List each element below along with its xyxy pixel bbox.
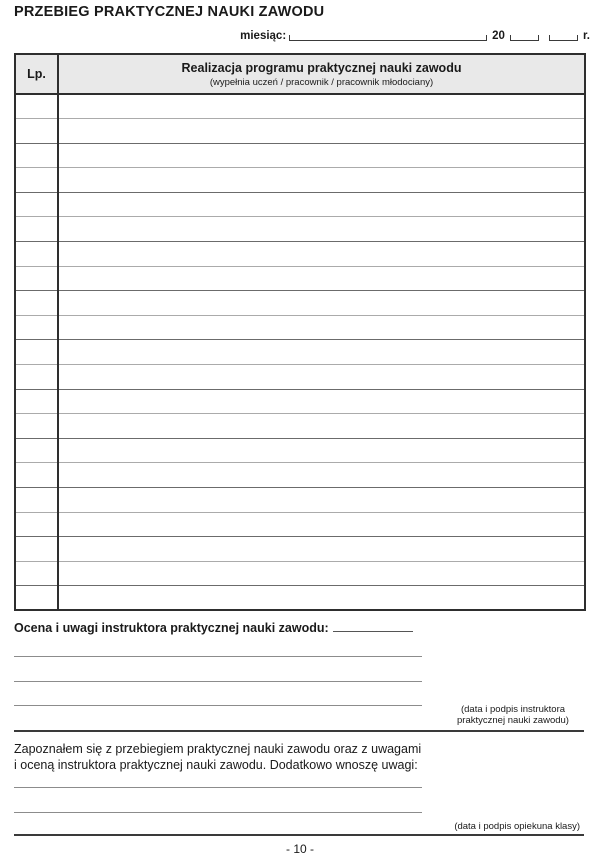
practical-training-table bbox=[14, 53, 586, 611]
table-row bbox=[15, 561, 585, 586]
year-suffix: r. bbox=[582, 30, 590, 42]
row-number-cell[interactable] bbox=[15, 217, 58, 242]
guardian-signature-caption: (data i podpis opiekuna klasy) bbox=[454, 821, 580, 832]
instructor-grade-field[interactable] bbox=[333, 631, 413, 632]
row-entry-cell[interactable] bbox=[58, 463, 585, 488]
row-number-cell[interactable] bbox=[15, 537, 58, 562]
row-number-cell[interactable] bbox=[15, 119, 58, 144]
row-entry-cell[interactable] bbox=[58, 291, 585, 316]
table-body bbox=[15, 94, 585, 610]
row-entry-cell[interactable] bbox=[58, 143, 585, 168]
table-row bbox=[15, 488, 585, 513]
table-row bbox=[15, 438, 585, 463]
year-digit-field-1[interactable] bbox=[510, 35, 539, 41]
row-number-cell[interactable] bbox=[15, 463, 58, 488]
instructor-signature-caption-line2: praktycznej nauki zawodu) bbox=[457, 715, 569, 726]
table-row bbox=[15, 143, 585, 168]
guardian-statement-line2: i oceną instruktora praktycznej nauki zawodu. Dodatkowo wnoszę uwagi: bbox=[14, 758, 418, 772]
row-entry-cell[interactable] bbox=[58, 537, 585, 562]
table-row bbox=[15, 463, 585, 488]
row-number-cell[interactable] bbox=[15, 94, 58, 119]
row-entry-cell[interactable] bbox=[58, 340, 585, 365]
table-row bbox=[15, 365, 585, 390]
row-entry-cell[interactable] bbox=[58, 266, 585, 291]
page-title: PRZEBIEG PRAKTYCZNEJ NAUKI ZAWODU bbox=[14, 4, 325, 20]
instructor-evaluation-label bbox=[14, 621, 413, 635]
table-row bbox=[15, 340, 585, 365]
instructor-signature-caption bbox=[438, 704, 588, 726]
row-number-cell[interactable] bbox=[15, 291, 58, 316]
row-entry-cell[interactable] bbox=[58, 119, 585, 144]
row-number-cell[interactable] bbox=[15, 488, 58, 513]
table-row bbox=[15, 94, 585, 119]
row-entry-cell[interactable] bbox=[58, 512, 585, 537]
instructor-writing-line[interactable] bbox=[14, 656, 422, 657]
table-row bbox=[15, 537, 585, 562]
row-entry-cell[interactable] bbox=[58, 389, 585, 414]
row-entry-cell[interactable] bbox=[58, 168, 585, 193]
guardian-statement bbox=[14, 741, 514, 773]
instructor-writing-line[interactable] bbox=[14, 705, 422, 706]
table-row bbox=[15, 512, 585, 537]
table-row bbox=[15, 217, 585, 242]
row-number-cell[interactable] bbox=[15, 192, 58, 217]
row-number-cell[interactable] bbox=[15, 389, 58, 414]
table-row bbox=[15, 315, 585, 340]
row-entry-cell[interactable] bbox=[58, 94, 585, 119]
guardian-statement-line1: Zapoznałem się z przebiegiem praktycznej nauki zawodu oraz z uwagami bbox=[14, 742, 422, 756]
row-entry-cell[interactable] bbox=[58, 488, 585, 513]
row-entry-cell[interactable] bbox=[58, 561, 585, 586]
table-row bbox=[15, 192, 585, 217]
column-header-main bbox=[58, 54, 585, 94]
row-number-cell[interactable] bbox=[15, 586, 58, 611]
instructor-signature-caption-line1: (data i podpis instruktora bbox=[460, 704, 566, 715]
row-number-cell[interactable] bbox=[15, 340, 58, 365]
row-number-cell[interactable] bbox=[15, 561, 58, 586]
month-row bbox=[0, 26, 590, 42]
guardian-writing-line[interactable] bbox=[14, 787, 422, 788]
table-header bbox=[15, 54, 585, 94]
row-number-cell[interactable] bbox=[15, 365, 58, 390]
column-header-main-subtitle: (wypełnia uczeń / pracownik / pracownik młodociany) bbox=[209, 76, 434, 88]
row-entry-cell[interactable] bbox=[58, 315, 585, 340]
guardian-writing-line[interactable] bbox=[14, 812, 422, 813]
year-prefix: 20 bbox=[492, 30, 505, 42]
row-number-cell[interactable] bbox=[15, 168, 58, 193]
month-label: miesiąc: bbox=[240, 30, 287, 42]
table-row bbox=[15, 266, 585, 291]
year-digit-field-2[interactable] bbox=[549, 35, 578, 41]
page-number: - 10 - bbox=[285, 842, 314, 856]
row-entry-cell[interactable] bbox=[58, 242, 585, 267]
instructor-evaluation-label-text: Ocena i uwagi instruktora praktycznej nauki zawodu: bbox=[14, 621, 329, 635]
row-number-cell[interactable] bbox=[15, 315, 58, 340]
row-number-cell[interactable] bbox=[15, 438, 58, 463]
table-row bbox=[15, 586, 585, 611]
row-entry-cell[interactable] bbox=[58, 192, 585, 217]
row-entry-cell[interactable] bbox=[58, 414, 585, 439]
row-number-cell[interactable] bbox=[15, 512, 58, 537]
instructor-writing-line[interactable] bbox=[14, 681, 422, 682]
table-row bbox=[15, 414, 585, 439]
column-header-main-title: Realizacja programu praktycznej nauki zawodu bbox=[181, 60, 462, 75]
row-entry-cell[interactable] bbox=[58, 217, 585, 242]
table-row bbox=[15, 168, 585, 193]
table-row bbox=[15, 242, 585, 267]
row-number-cell[interactable] bbox=[15, 414, 58, 439]
row-number-cell[interactable] bbox=[15, 143, 58, 168]
row-entry-cell[interactable] bbox=[58, 438, 585, 463]
month-input-field[interactable] bbox=[289, 35, 487, 41]
table-row bbox=[15, 119, 585, 144]
table-row bbox=[15, 291, 585, 316]
row-entry-cell[interactable] bbox=[58, 365, 585, 390]
section-divider bbox=[14, 730, 584, 732]
row-number-cell[interactable] bbox=[15, 242, 58, 267]
column-header-lp: Lp. bbox=[15, 54, 58, 94]
table-row bbox=[15, 389, 585, 414]
footer-divider bbox=[14, 834, 584, 836]
row-number-cell[interactable] bbox=[15, 266, 58, 291]
row-entry-cell[interactable] bbox=[58, 586, 585, 611]
